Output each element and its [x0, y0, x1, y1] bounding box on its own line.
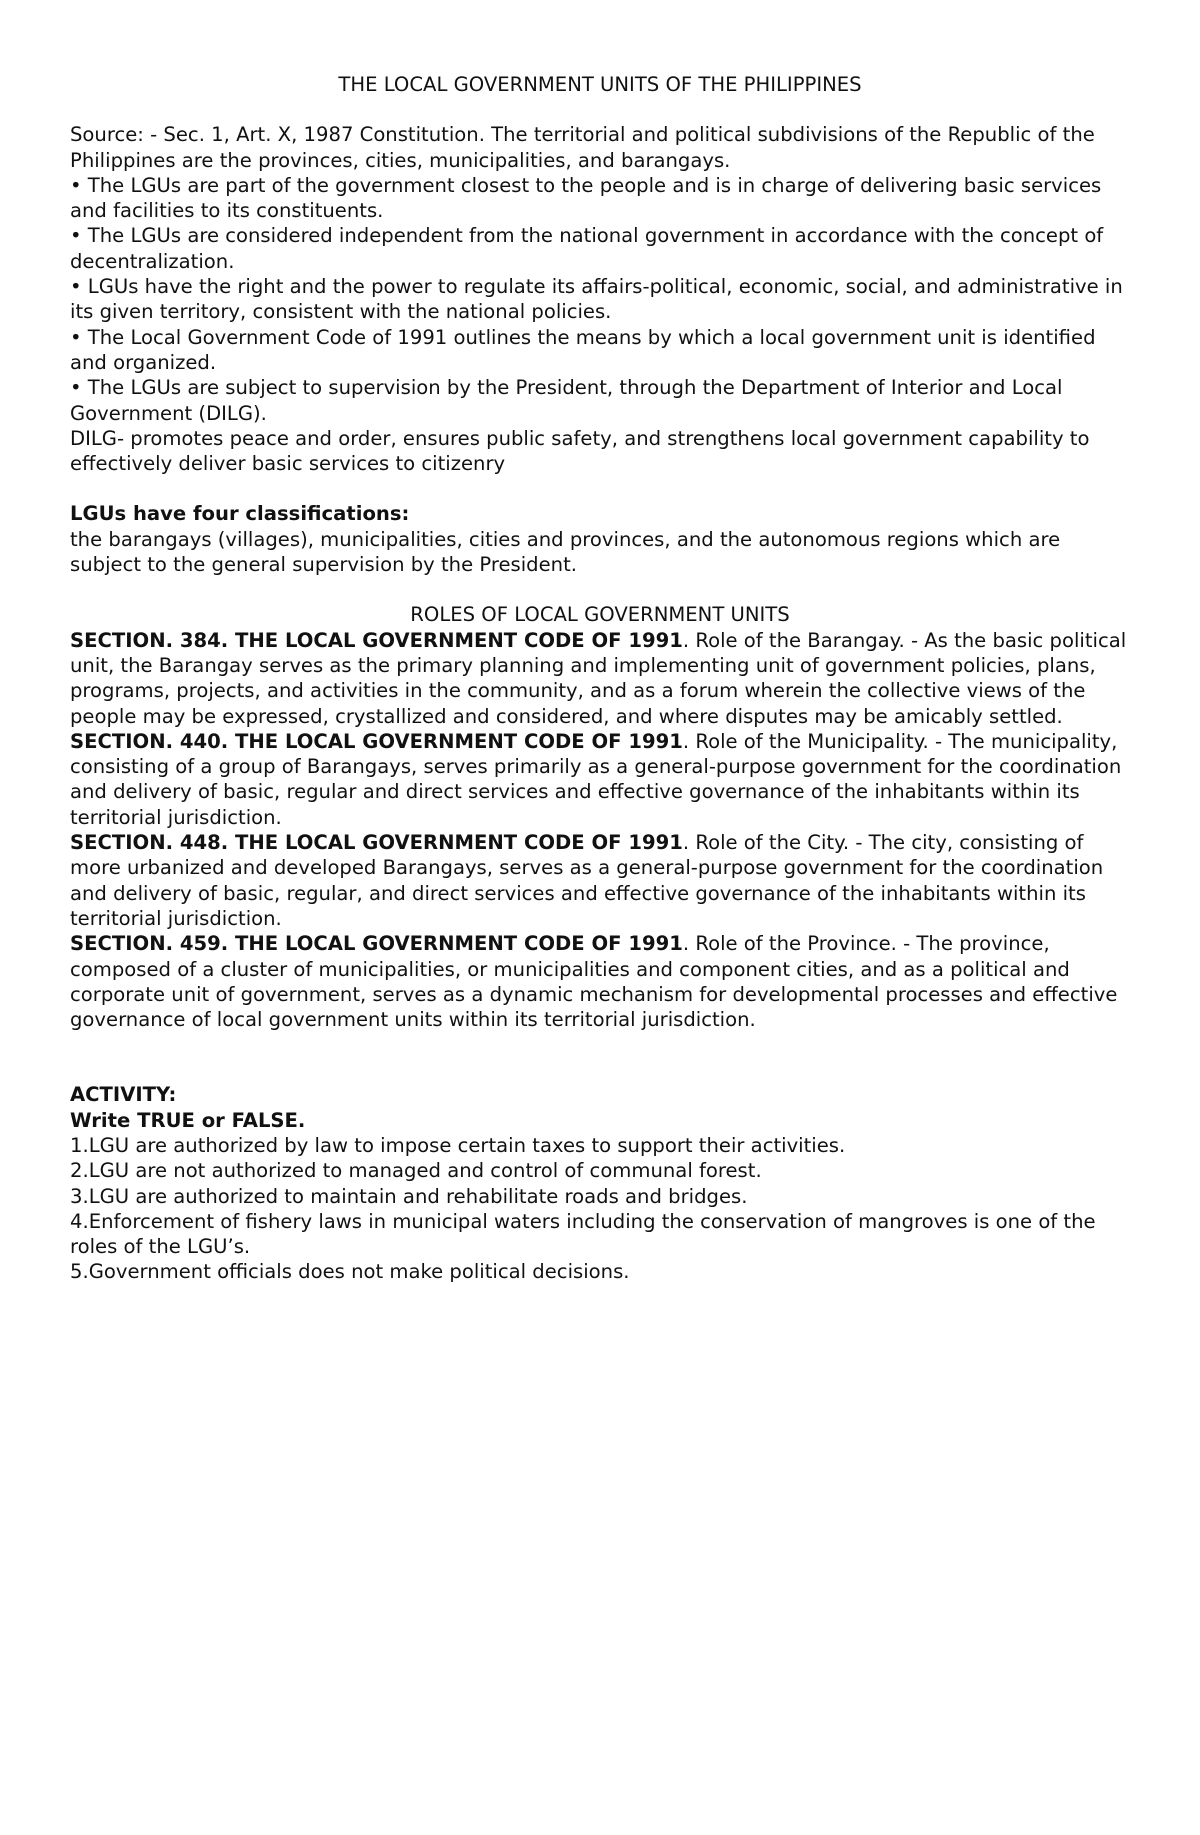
section-heading: SECTION. 459. THE LOCAL GOVERNMENT CODE OF 1991 — [70, 932, 683, 956]
role-section — [70, 830, 1130, 931]
section-body: . Role of the City. - The city, consisting of more urbanized and developed Barangays, serves as a general-purpose government for the coordination and delivery of basic, regular, and direct services and effective governance of the inhabitants within its territorial jurisdiction. — [70, 831, 1104, 930]
activity-item: 5.Government officials does not make political decisions. — [70, 1260, 630, 1284]
role-section — [70, 729, 1130, 830]
bullet-item: • The Local Government Code of 1991 outlines the means by which a local government unit is identified and organized. — [70, 325, 1096, 374]
spacer — [70, 476, 1130, 501]
bullet-item: • The LGUs are part of the government closest to the people and is in charge of delivering basic services and facilities to its constituents. — [70, 173, 1102, 223]
section-body: . Role of the Municipality. - The municipality, consisting of a group of Barangays, serves primarily as a general-purpose government for the coordination and delivery of basic, regular and direct services and effective governance of the inhabitants within its territorial jurisdiction. — [70, 729, 1122, 829]
bullet-item: • LGUs have the right and the power to regulate its affairs-political, economic, social, and administrative in its given territory, consistent with the national policies. — [70, 275, 1123, 324]
bullet-item: • The LGUs are considered independent from the national government in accordance with the concept of decentralization. — [70, 224, 1104, 273]
role-section — [70, 628, 1130, 729]
dilg-note: DILG- promotes peace and order, ensures public safety, and strengthens local government capability to effectively deliver basic services to citizenry — [70, 426, 1090, 476]
activity-item: 4.Enforcement of fishery laws in municipal waters including the conservation of mangroves is one of the roles of the LGU’s. — [70, 1209, 1096, 1259]
classifications-heading: LGUs have four classifications: — [70, 502, 410, 526]
roles-heading: ROLES OF LOCAL GOVERNMENT UNITS — [410, 603, 790, 627]
role-section — [70, 931, 1130, 1032]
activity-item: 1.LGU are authorized by law to impose certain taxes to support their activities. — [70, 1133, 846, 1157]
section-heading: SECTION. 384. THE LOCAL GOVERNMENT CODE OF 1991 — [70, 628, 683, 652]
section-heading: SECTION. 448. THE LOCAL GOVERNMENT CODE OF 1991 — [70, 831, 683, 855]
source-paragraph: Source: - Sec. 1, Art. X, 1987 Constitution. The territorial and political subdivisions of the Republic of the Philippines are the provinces, cities, municipalities, and barangays. — [70, 123, 1095, 172]
activity-item: 2.LGU are not authorized to managed and control of communal forest. — [70, 1159, 762, 1183]
activity-item: 3.LGU are authorized to maintain and rehabilitate roads and bridges. — [70, 1184, 748, 1208]
section-heading: SECTION. 440. THE LOCAL GOVERNMENT CODE OF 1991 — [70, 729, 683, 753]
document-title: THE LOCAL GOVERNMENT UNITS OF THE PHILIPPINES — [338, 73, 862, 96]
spacer — [70, 1032, 1130, 1082]
bullet-item: • The LGUs are subject to supervision by the President, through the Department of Interior and Local Government (DILG). — [70, 376, 1063, 425]
spacer — [70, 577, 1130, 602]
activity-instruction: Write TRUE or FALSE. — [70, 1108, 306, 1132]
section-body: . Role of the Barangay. - As the basic political unit, the Barangay serves as the primary planning and implementing unit of government policies, plans, programs, projects, and activities in the community, and as a forum wherein the collective views of the people may be expressed, crystallized and considered, and where disputes may be amicably settled. — [70, 628, 1127, 728]
classifications-text: the barangays (villages), municipalities, cities and provinces, and the autonomous regions which are subject to the general supervision by the President. — [70, 527, 1061, 577]
section-body: . Role of the Province. - The province, composed of a cluster of municipalities, or municipalities and component cities, and as a political and corporate unit of government, serves as a dynamic mechanism for developmental processes and effective governance of local government units within its territorial jurisdiction. — [70, 932, 1118, 1032]
activity-heading: ACTIVITY: — [70, 1083, 177, 1107]
